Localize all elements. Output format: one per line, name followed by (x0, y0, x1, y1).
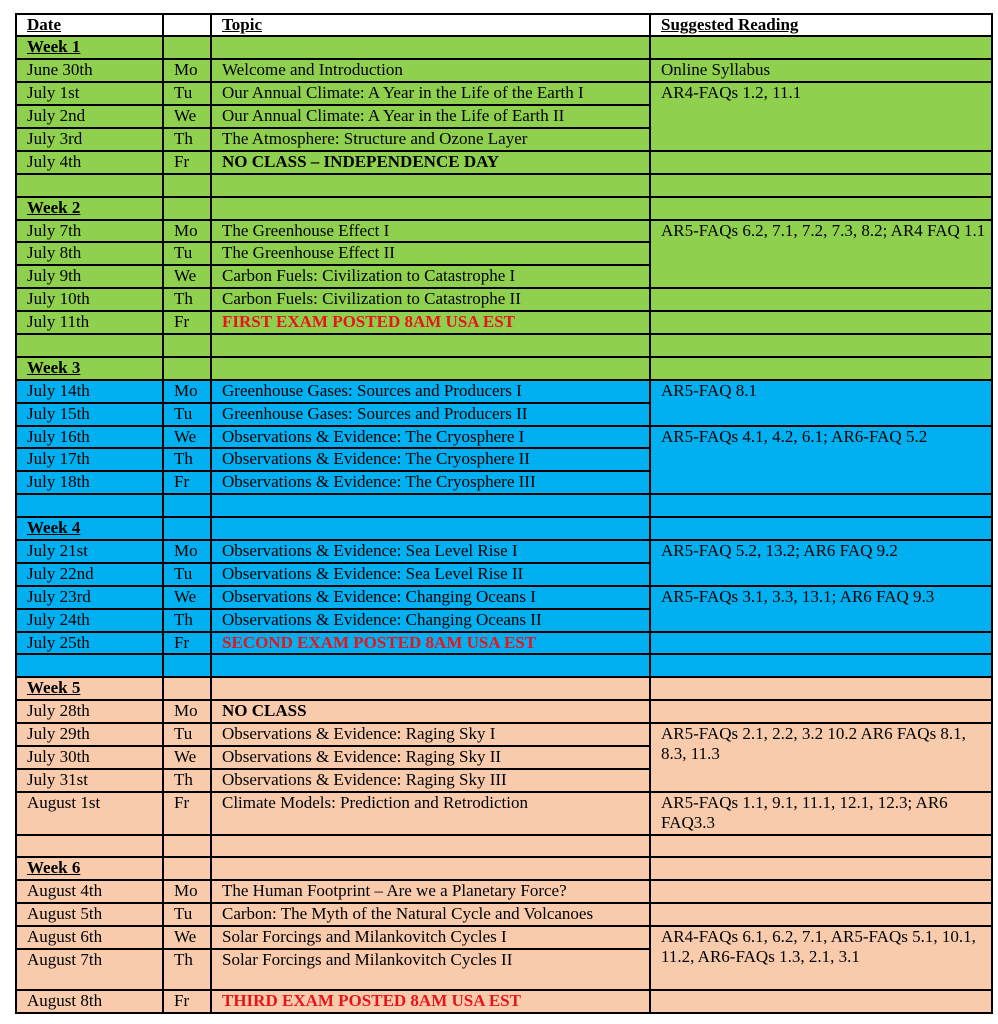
empty-cell (16, 334, 163, 357)
topic-cell: Greenhouse Gases: Sources and Producers II (211, 403, 650, 426)
empty-cell (16, 174, 163, 197)
topic-cell: Observations & Evidence: The Cryosphere I (211, 426, 650, 449)
topic-cell: SECOND EXAM POSTED 8AM USA EST (211, 632, 650, 655)
empty-cell (163, 357, 211, 380)
date-cell: July 16th (16, 426, 163, 449)
day-cell: Th (163, 288, 211, 311)
empty-cell (163, 36, 211, 59)
table-row (16, 380, 992, 403)
day-cell: Mo (163, 700, 211, 723)
empty-cell (211, 857, 650, 880)
day-cell: Tu (163, 82, 211, 105)
empty-cell (211, 654, 650, 677)
reading-cell: AR4-FAQs 1.2, 11.1 (650, 82, 992, 151)
empty-cell (211, 197, 650, 220)
day-cell: We (163, 105, 211, 128)
topic-cell: FIRST EXAM POSTED 8AM USA EST (211, 311, 650, 334)
empty-cell (163, 494, 211, 517)
reading-cell: AR5-FAQs 1.1, 9.1, 11.1, 12.1, 12.3; AR6 FAQ3.3 (650, 792, 992, 835)
table-row (16, 926, 992, 949)
day-cell: Fr (163, 151, 211, 174)
table-row (16, 700, 992, 723)
week-label: Week 2 (16, 197, 163, 220)
topic-cell: Welcome and Introduction (211, 59, 650, 82)
day-cell: We (163, 426, 211, 449)
empty-cell (163, 334, 211, 357)
day-cell: Mo (163, 540, 211, 563)
week-label: Week 6 (16, 857, 163, 880)
empty-cell (163, 857, 211, 880)
table-row (16, 903, 992, 926)
reading-cell: Online Syllabus (650, 59, 992, 82)
reading-cell: AR5-FAQ 8.1 (650, 380, 992, 426)
header-date: Date (16, 14, 163, 36)
empty-cell (211, 835, 650, 858)
topic-cell: THIRD EXAM POSTED 8AM USA EST (211, 990, 650, 1013)
empty-cell (650, 334, 992, 357)
topic-cell: Observations & Evidence: The Cryosphere III (211, 471, 650, 494)
empty-cell (650, 197, 992, 220)
table-row (16, 426, 992, 449)
topic-cell: The Atmosphere: Structure and Ozone Layer (211, 128, 650, 151)
topic-cell: Climate Models: Prediction and Retrodiction (211, 792, 650, 835)
day-cell: Th (163, 609, 211, 632)
empty-cell (16, 654, 163, 677)
day-cell: Fr (163, 471, 211, 494)
day-cell: Fr (163, 632, 211, 655)
date-cell: July 21st (16, 540, 163, 563)
date-cell: August 8th (16, 990, 163, 1013)
date-cell: August 7th (16, 949, 163, 990)
week-header-row (16, 857, 992, 880)
day-cell: Mo (163, 220, 211, 243)
table-row (16, 880, 992, 903)
day-cell: Tu (163, 242, 211, 265)
table-row (16, 723, 992, 746)
topic-cell: Our Annual Climate: A Year in the Life of the Earth I (211, 82, 650, 105)
day-cell: Fr (163, 792, 211, 835)
reading-cell (650, 288, 992, 311)
week-header-row (16, 36, 992, 59)
empty-cell (650, 835, 992, 858)
empty-cell (650, 517, 992, 540)
empty-cell (163, 197, 211, 220)
topic-cell: Carbon Fuels: Civilization to Catastrophe I (211, 265, 650, 288)
day-cell: We (163, 746, 211, 769)
empty-cell (211, 357, 650, 380)
table-row (16, 59, 992, 82)
empty-cell (163, 517, 211, 540)
topic-cell: Carbon Fuels: Civilization to Catastrophe II (211, 288, 650, 311)
reading-cell (650, 632, 992, 655)
topic-cell: Our Annual Climate: A Year in the Life of Earth II (211, 105, 650, 128)
date-cell: August 1st (16, 792, 163, 835)
day-cell: Tu (163, 563, 211, 586)
date-cell: July 11th (16, 311, 163, 334)
reading-cell (650, 880, 992, 903)
reading-cell (650, 311, 992, 334)
date-cell: July 10th (16, 288, 163, 311)
spacer-row (16, 494, 992, 517)
date-cell: July 25th (16, 632, 163, 655)
topic-cell: Observations & Evidence: Changing Oceans I (211, 586, 650, 609)
reading-cell: AR5-FAQs 3.1, 3.3, 13.1; AR6 FAQ 9.3 (650, 586, 992, 632)
reading-cell: AR4-FAQs 6.1, 6.2, 7.1, AR5-FAQs 5.1, 10.1, 11.2, AR6-FAQs 1.3, 2.1, 3.1 (650, 926, 992, 990)
empty-cell (16, 494, 163, 517)
date-cell: August 4th (16, 880, 163, 903)
day-cell: Th (163, 128, 211, 151)
day-cell: We (163, 586, 211, 609)
reading-cell (650, 151, 992, 174)
date-cell: June 30th (16, 59, 163, 82)
topic-cell: Observations & Evidence: Raging Sky I (211, 723, 650, 746)
date-cell: July 30th (16, 746, 163, 769)
date-cell: July 15th (16, 403, 163, 426)
reading-cell (650, 903, 992, 926)
spacer-row (16, 334, 992, 357)
topic-cell: The Human Footprint – Are we a Planetary Force? (211, 880, 650, 903)
table-row (16, 311, 992, 334)
table-row (16, 990, 992, 1013)
spacer-row (16, 654, 992, 677)
topic-cell: The Greenhouse Effect I (211, 220, 650, 243)
topic-cell: The Greenhouse Effect II (211, 242, 650, 265)
empty-cell (650, 357, 992, 380)
spacer-row (16, 174, 992, 197)
date-cell: July 9th (16, 265, 163, 288)
topic-cell: Observations & Evidence: The Cryosphere II (211, 448, 650, 471)
empty-cell (163, 174, 211, 197)
empty-cell (163, 835, 211, 858)
date-cell: July 8th (16, 242, 163, 265)
empty-cell (211, 334, 650, 357)
schedule-table (15, 13, 993, 1014)
week-label: Week 4 (16, 517, 163, 540)
day-cell: Mo (163, 59, 211, 82)
table-row (16, 540, 992, 563)
table-row (16, 82, 992, 105)
topic-cell: Observations & Evidence: Raging Sky II (211, 746, 650, 769)
empty-cell (650, 654, 992, 677)
header-suggested-reading: Suggested Reading (650, 14, 992, 36)
header-day (163, 14, 211, 36)
empty-cell (211, 517, 650, 540)
empty-cell (650, 174, 992, 197)
week-label: Week 5 (16, 677, 163, 700)
reading-cell (650, 990, 992, 1013)
header-topic: Topic (211, 14, 650, 36)
table-row (16, 151, 992, 174)
reading-cell: AR5-FAQ 5.2, 13.2; AR6 FAQ 9.2 (650, 540, 992, 586)
day-cell: Fr (163, 311, 211, 334)
empty-cell (211, 174, 650, 197)
date-cell: July 17th (16, 448, 163, 471)
date-cell: August 5th (16, 903, 163, 926)
topic-cell: Observations & Evidence: Sea Level Rise I (211, 540, 650, 563)
header-row (16, 14, 992, 36)
reading-cell (650, 700, 992, 723)
date-cell: August 6th (16, 926, 163, 949)
topic-cell: Carbon: The Myth of the Natural Cycle and Volcanoes (211, 903, 650, 926)
topic-cell: Observations & Evidence: Sea Level Rise II (211, 563, 650, 586)
empty-cell (163, 654, 211, 677)
table-row (16, 220, 992, 243)
date-cell: July 18th (16, 471, 163, 494)
day-cell: Th (163, 949, 211, 990)
date-cell: July 29th (16, 723, 163, 746)
empty-cell (650, 36, 992, 59)
day-cell: Th (163, 769, 211, 792)
empty-cell (650, 677, 992, 700)
date-cell: July 14th (16, 380, 163, 403)
topic-cell: Greenhouse Gases: Sources and Producers I (211, 380, 650, 403)
topic-cell: Solar Forcings and Milankovitch Cycles I (211, 926, 650, 949)
day-cell: Mo (163, 380, 211, 403)
empty-cell (163, 677, 211, 700)
topic-cell: Observations & Evidence: Raging Sky III (211, 769, 650, 792)
empty-cell (211, 494, 650, 517)
week-header-row (16, 677, 992, 700)
week-header-row (16, 197, 992, 220)
date-cell: July 22nd (16, 563, 163, 586)
date-cell: July 31st (16, 769, 163, 792)
date-cell: July 24th (16, 609, 163, 632)
date-cell: July 7th (16, 220, 163, 243)
date-cell: July 28th (16, 700, 163, 723)
day-cell: Fr (163, 990, 211, 1013)
day-cell: Th (163, 448, 211, 471)
table-row (16, 586, 992, 609)
date-cell: July 1st (16, 82, 163, 105)
day-cell: Tu (163, 403, 211, 426)
table-row (16, 632, 992, 655)
empty-cell (211, 677, 650, 700)
reading-cell: AR5-FAQs 6.2, 7.1, 7.2, 7.3, 8.2; AR4 FAQ 1.1 (650, 220, 992, 289)
day-cell: We (163, 926, 211, 949)
table-row (16, 288, 992, 311)
date-cell: July 4th (16, 151, 163, 174)
topic-cell: Solar Forcings and Milankovitch Cycles II (211, 949, 650, 990)
topic-cell: NO CLASS (211, 700, 650, 723)
day-cell: Tu (163, 723, 211, 746)
topic-cell: NO CLASS – INDEPENDENCE DAY (211, 151, 650, 174)
date-cell: July 2nd (16, 105, 163, 128)
empty-cell (211, 36, 650, 59)
empty-cell (650, 857, 992, 880)
table-row (16, 792, 992, 835)
topic-cell: Observations & Evidence: Changing Oceans II (211, 609, 650, 632)
empty-cell (650, 494, 992, 517)
day-cell: Tu (163, 903, 211, 926)
empty-cell (16, 835, 163, 858)
spacer-row (16, 835, 992, 858)
week-header-row (16, 517, 992, 540)
reading-cell: AR5-FAQs 2.1, 2.2, 3.2 10.2 AR6 FAQs 8.1, 8.3, 11.3 (650, 723, 992, 792)
week-label: Week 1 (16, 36, 163, 59)
day-cell: We (163, 265, 211, 288)
date-cell: July 3rd (16, 128, 163, 151)
date-cell: July 23rd (16, 586, 163, 609)
day-cell: Mo (163, 880, 211, 903)
week-header-row (16, 357, 992, 380)
reading-cell: AR5-FAQs 4.1, 4.2, 6.1; AR6-FAQ 5.2 (650, 426, 992, 495)
week-label: Week 3 (16, 357, 163, 380)
